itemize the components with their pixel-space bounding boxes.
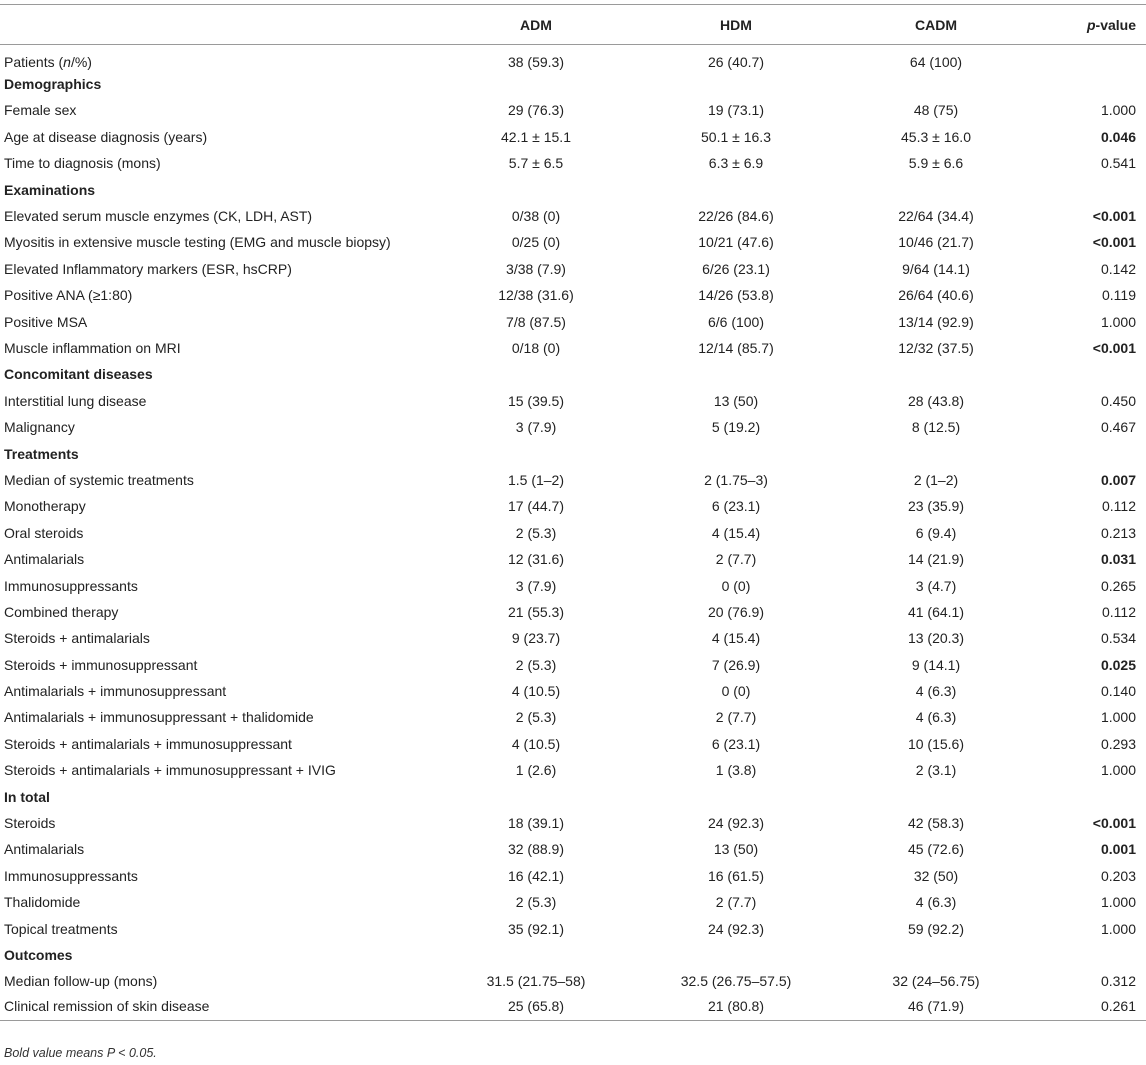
cell-adm: 2 (5.3) <box>515 524 557 541</box>
cell-hdm: 24 (92.3) <box>707 815 765 832</box>
cell-p-value: 0.534 <box>1100 630 1136 647</box>
table-row <box>0 572 1146 598</box>
row-label: Positive ANA (≥1:80) <box>4 287 133 304</box>
cell-adm: 0/18 (0) <box>511 339 561 356</box>
cell-adm: 5.7 ± 6.5 <box>508 155 564 172</box>
cell-hdm: 22/26 (84.6) <box>698 208 774 225</box>
cell-adm: 17 (44.7) <box>507 498 565 515</box>
cell-p-value: 1.000 <box>1100 313 1136 330</box>
table-row <box>0 810 1146 836</box>
row-label: Median follow-up (mons) <box>4 973 158 990</box>
cell-cadm: 32 (24–56.75) <box>892 973 980 990</box>
row-label: Steroids + antimalarials + immunosuppressant <box>4 735 292 752</box>
cell-hdm: 19 (73.1) <box>707 102 765 119</box>
cell-cadm: 48 (75) <box>913 102 959 119</box>
cell-p-value: 0.467 <box>1100 419 1136 436</box>
cell-hdm: 2 (7.7) <box>715 709 757 726</box>
cell-cadm: 26/64 (40.6) <box>898 287 974 304</box>
table-row <box>0 731 1146 757</box>
cell-hdm: 12/14 (85.7) <box>698 339 774 356</box>
cell-p-value: 0.025 <box>1100 656 1136 673</box>
section-header-row <box>0 71 1146 97</box>
table-row <box>0 520 1146 546</box>
cell-hdm: 16 (61.5) <box>707 867 765 884</box>
cell-p-value: 0.031 <box>1100 551 1136 568</box>
cell-cadm: 22/64 (34.4) <box>898 208 974 225</box>
table-footnote: Bold value means P < 0.05. <box>4 1046 157 1060</box>
cell-p-value: 1.000 <box>1100 894 1136 911</box>
table-row <box>0 995 1146 1021</box>
cell-cadm: 32 (50) <box>913 867 959 884</box>
cell-cadm: 45 (72.6) <box>907 841 965 858</box>
cell-cadm: 9/64 (14.1) <box>902 260 970 277</box>
row-label: Elevated serum muscle enzymes (CK, LDH, AST) <box>4 208 313 225</box>
cell-adm: 2 (5.3) <box>515 656 557 673</box>
row-label: Steroids + antimalarials + immunosuppressant + IVIG <box>4 762 336 779</box>
cell-cadm: 9 (14.1) <box>911 656 961 673</box>
cell-cadm: 42 (58.3) <box>907 815 965 832</box>
table-row <box>0 308 1146 334</box>
cell-p-value: 0.112 <box>1102 498 1136 515</box>
table-row <box>0 493 1146 519</box>
cell-cadm: 12/32 (37.5) <box>898 339 974 356</box>
cell-p-value: 0.001 <box>1100 841 1136 858</box>
row-label: Antimalarials + immunosuppressant + thalidomide <box>4 709 314 726</box>
cell-cadm: 10 (15.6) <box>907 735 965 752</box>
cell-adm: 18 (39.1) <box>507 815 565 832</box>
cell-adm: 3 (7.9) <box>515 577 557 594</box>
table-row <box>0 704 1146 730</box>
table-row <box>0 889 1146 915</box>
table-row <box>0 546 1146 572</box>
cell-p-value: 0.293 <box>1100 735 1136 752</box>
row-label: Thalidomide <box>4 894 81 911</box>
table-row <box>0 150 1146 176</box>
cell-cadm: 8 (12.5) <box>911 419 961 436</box>
cell-hdm: 0 (0) <box>721 577 751 594</box>
cell-adm: 29 (76.3) <box>507 102 565 119</box>
cell-p-value: 1.000 <box>1100 709 1136 726</box>
section-title: Concomitant diseases <box>4 366 153 383</box>
cell-cadm: 13/14 (92.9) <box>898 313 974 330</box>
section-header-row <box>0 942 1146 968</box>
cell-p-value: 0.312 <box>1100 973 1136 990</box>
cell-hdm: 6 (23.1) <box>711 735 761 752</box>
cell-cadm: 23 (35.9) <box>907 498 965 515</box>
cell-adm: 0/38 (0) <box>511 208 561 225</box>
cell-p-value: 0.203 <box>1100 867 1136 884</box>
cell-p-value: 0.541 <box>1100 155 1136 172</box>
cell-hdm: 32.5 (26.75–57.5) <box>680 973 792 990</box>
table-row <box>0 836 1146 862</box>
cell-adm: 25 (65.8) <box>436 995 636 1021</box>
cell-cadm: 5.9 ± 6.6 <box>908 155 964 172</box>
cell-hdm: 7 (26.9) <box>711 656 761 673</box>
cell-cadm: 45.3 ± 16.0 <box>901 128 971 145</box>
row-label: Malignancy <box>4 419 75 436</box>
table-row <box>0 335 1146 361</box>
table-row <box>0 203 1146 229</box>
cell-cadm: 46 (71.9) <box>836 995 1036 1021</box>
section-title: Outcomes <box>4 946 73 963</box>
cell-adm: 21 (55.3) <box>507 603 565 620</box>
header-adm: ADM <box>436 5 636 45</box>
row-label: Elevated Inflammatory markers (ESR, hsCRP) <box>4 260 292 277</box>
cell-adm: 2 (5.3) <box>515 894 557 911</box>
row-label: Time to diagnosis (mons) <box>4 155 161 172</box>
cell-p-value: <0.001 <box>1092 208 1136 225</box>
cell-adm: 12/38 (31.6) <box>498 287 574 304</box>
row-label: Patients (n/%) <box>4 53 92 70</box>
cell-hdm: 20 (76.9) <box>707 603 765 620</box>
row-label: Positive MSA <box>4 313 88 330</box>
cell-hdm: 2 (7.7) <box>715 894 757 911</box>
cell-hdm: 14/26 (53.8) <box>698 287 774 304</box>
cell-p-value: 0.112 <box>1102 603 1136 620</box>
row-label: Interstitial lung disease <box>4 392 147 409</box>
header-hdm: HDM <box>636 5 836 45</box>
cell-hdm: 2 (1.75–3) <box>704 471 768 488</box>
row-label: Immunosuppressants <box>4 577 138 594</box>
section-title: In total <box>4 788 50 805</box>
cell-hdm: 10/21 (47.6) <box>698 234 774 251</box>
cell-hdm: 24 (92.3) <box>707 920 765 937</box>
cell-cadm: 10/46 (21.7) <box>898 234 974 251</box>
cell-p-value <box>1036 45 1146 71</box>
cell-hdm: 1 (3.8) <box>715 762 757 779</box>
row-label: Steroids + antimalarials <box>4 630 150 647</box>
cell-p-value: 0.450 <box>1100 392 1136 409</box>
table-row <box>0 124 1146 150</box>
row-label: Myositis in extensive muscle testing (EMG and muscle biopsy) <box>4 234 391 251</box>
cell-p-value: 0.261 <box>1036 995 1146 1021</box>
cell-p-value: <0.001 <box>1092 234 1136 251</box>
table-body <box>0 45 1146 1021</box>
section-header-row <box>0 783 1146 809</box>
cell-cadm: 59 (92.2) <box>907 920 965 937</box>
row-label: Median of systemic treatments <box>4 471 194 488</box>
section-header-row <box>0 176 1146 202</box>
table-row <box>0 625 1146 651</box>
table-row <box>0 678 1146 704</box>
header-p-value: p-value <box>1036 5 1146 45</box>
table-row <box>0 229 1146 255</box>
section-title: Demographics <box>4 76 102 93</box>
cell-hdm: 4 (15.4) <box>711 524 761 541</box>
cell-cadm: 64 (100) <box>909 53 963 70</box>
cell-adm: 3 (7.9) <box>515 419 557 436</box>
table-row <box>0 414 1146 440</box>
table-row <box>0 45 1146 71</box>
row-label: Muscle inflammation on MRI <box>4 339 181 356</box>
section-title: Treatments <box>4 445 79 462</box>
row-label: Topical treatments <box>4 920 118 937</box>
cell-cadm: 41 (64.1) <box>907 603 965 620</box>
cell-hdm: 13 (50) <box>713 392 759 409</box>
cell-cadm: 6 (9.4) <box>915 524 957 541</box>
table-row <box>0 282 1146 308</box>
cell-cadm: 2 (1–2) <box>913 471 959 488</box>
table-row <box>0 915 1146 941</box>
cell-p-value: 0.007 <box>1100 471 1136 488</box>
cell-adm: 7/8 (87.5) <box>506 313 566 330</box>
cell-hdm: 6/6 (100) <box>707 313 765 330</box>
cell-hdm: 2 (7.7) <box>715 551 757 568</box>
cell-p-value: 0.046 <box>1100 128 1136 145</box>
cell-adm: 16 (42.1) <box>507 867 565 884</box>
cell-adm: 15 (39.5) <box>507 392 565 409</box>
table-row <box>0 256 1146 282</box>
cell-hdm: 21 (80.8) <box>636 995 836 1021</box>
section-title: Examinations <box>4 181 96 198</box>
table-row <box>0 757 1146 783</box>
row-label: Antimalarials <box>4 551 85 568</box>
table-row <box>0 863 1146 889</box>
row-label: Age at disease diagnosis (years) <box>4 128 208 145</box>
cell-hdm: 6 (23.1) <box>711 498 761 515</box>
cell-hdm: 0 (0) <box>721 683 751 700</box>
cell-cadm: 4 (6.3) <box>915 683 957 700</box>
cell-p-value: 1.000 <box>1100 920 1136 937</box>
cell-adm: 4 (10.5) <box>511 735 561 752</box>
cell-adm: 2 (5.3) <box>515 709 557 726</box>
cell-p-value: 0.213 <box>1100 524 1136 541</box>
cell-hdm: 6.3 ± 6.9 <box>708 155 764 172</box>
section-header-row <box>0 361 1146 387</box>
cell-hdm: 13 (50) <box>713 841 759 858</box>
cell-cadm: 28 (43.8) <box>907 392 965 409</box>
cell-adm: 35 (92.1) <box>507 920 565 937</box>
cell-cadm: 4 (6.3) <box>915 894 957 911</box>
cell-p-value: 0.265 <box>1100 577 1136 594</box>
table-row <box>0 651 1146 677</box>
row-label: Steroids + immunosuppressant <box>4 656 198 673</box>
cell-hdm: 6/26 (23.1) <box>702 260 770 277</box>
cell-cadm: 13 (20.3) <box>907 630 965 647</box>
table-row <box>0 467 1146 493</box>
row-label: Immunosuppressants <box>4 867 138 884</box>
row-label: Oral steroids <box>4 524 84 541</box>
cell-cadm: 14 (21.9) <box>907 551 965 568</box>
cell-hdm: 26 (40.7) <box>707 53 765 70</box>
cell-adm: 1.5 (1–2) <box>507 471 565 488</box>
cell-adm: 31.5 (21.75–58) <box>486 973 586 990</box>
table-header <box>0 5 1146 45</box>
cell-p-value: 1.000 <box>1100 762 1136 779</box>
header-label-col <box>0 5 436 45</box>
row-label: Combined therapy <box>4 603 119 620</box>
cell-p-value: <0.001 <box>1092 339 1136 356</box>
cell-hdm: 5 (19.2) <box>711 419 761 436</box>
table-row <box>0 599 1146 625</box>
data-table <box>0 4 1146 1021</box>
cell-p-value: 0.119 <box>1102 287 1136 304</box>
cell-hdm: 50.1 ± 16.3 <box>701 128 771 145</box>
row-label: Antimalarials + immunosuppressant <box>4 683 227 700</box>
cell-p-value: 0.142 <box>1100 260 1136 277</box>
cell-adm: 38 (59.3) <box>507 53 565 70</box>
cell-adm: 1 (2.6) <box>515 762 557 779</box>
cell-adm: 9 (23.7) <box>511 630 561 647</box>
row-label: Clinical remission of skin disease <box>0 995 436 1021</box>
row-label: Female sex <box>4 102 77 119</box>
cell-p-value: 1.000 <box>1100 102 1136 119</box>
cell-adm: 0/25 (0) <box>511 234 561 251</box>
row-label: Antimalarials <box>4 841 85 858</box>
cell-cadm: 4 (6.3) <box>915 709 957 726</box>
row-label: Steroids <box>4 815 56 832</box>
header-cadm: CADM <box>836 5 1036 45</box>
cell-cadm: 3 (4.7) <box>915 577 957 594</box>
cell-hdm: 4 (15.4) <box>711 630 761 647</box>
cell-p-value: <0.001 <box>1092 815 1136 832</box>
table-row <box>0 97 1146 123</box>
header-row <box>0 5 1146 45</box>
cell-adm: 4 (10.5) <box>511 683 561 700</box>
cell-adm: 32 (88.9) <box>507 841 565 858</box>
row-label: Monotherapy <box>4 498 86 515</box>
cell-adm: 12 (31.6) <box>507 551 565 568</box>
section-header-row <box>0 440 1146 466</box>
cell-adm: 3/38 (7.9) <box>506 260 566 277</box>
table-row <box>0 968 1146 994</box>
cell-cadm: 2 (3.1) <box>915 762 957 779</box>
table-row <box>0 388 1146 414</box>
cell-p-value: 0.140 <box>1100 683 1136 700</box>
cell-adm: 42.1 ± 15.1 <box>501 128 571 145</box>
